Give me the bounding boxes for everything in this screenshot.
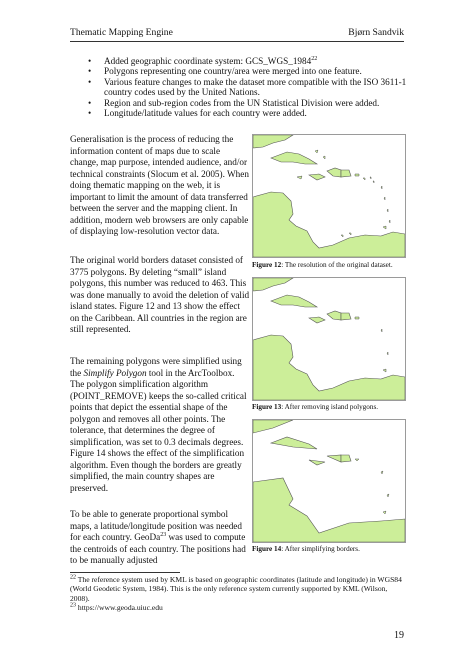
figure-13-caption: Figure 13: After removing island polygons. — [252, 403, 379, 411]
header-title: Thematic Mapping Engine — [70, 27, 173, 38]
bullet-icon: • — [88, 108, 92, 119]
figure-14-map — [252, 419, 406, 543]
header-rule — [70, 41, 404, 42]
list-item: • Polygons representing one country/area were merged into one feature. — [88, 66, 362, 77]
footnote-link[interactable]: https://www.geoda.uiuc.edu — [76, 603, 163, 613]
footnote-ref[interactable]: 22 — [311, 55, 318, 62]
paragraph-centroids: To be able to generate proportional symbol maps, a latitude/longitude position was needed for each country. GeoDa$^{23}$ was used to compute the centroids of each country. The positions had to be manually adjusted — [70, 509, 246, 565]
footnote: $^{23}$ https://www.geoda.uiuc.edu — [70, 602, 163, 613]
page-number: 19 — [394, 630, 404, 641]
footnotes — [70, 575, 404, 613]
header-author: Bjørn Sandvik — [348, 27, 404, 38]
footnote-ref[interactable]: 23 — [160, 531, 167, 538]
footnote: $^{22}$ The reference system used by KML is based on geographic coordinates (latitude and longitude) in WGS84 (World Geodetic System, 1984). This is the only reference system currently supported by KML (Wilson, 2008). — [70, 574, 402, 603]
bullet-icon: • — [88, 97, 92, 108]
paragraph-original-dataset: The original world borders dataset consisted of 3775 polygons. By deleting “small” island polygons, this number was reduced to 463. This was done manually to avoid the deletion of valid island states. Figure 12 and 13 show the effect on the Caribbean. All countries in the region are still represented. — [70, 255, 250, 334]
list-item: • Added geographic coordinate system: GCS_WGS_1984$^{22}$ — [88, 55, 318, 66]
change-list — [88, 56, 408, 118]
caribbean-map-original — [253, 135, 405, 257]
figure-13-map — [252, 277, 406, 401]
caribbean-map-islands-removed — [253, 278, 405, 400]
list-item: • Longitude/latitude values for each country were added. — [88, 108, 307, 119]
figure-12-map — [252, 134, 406, 258]
figure-12-caption: Figure 12: The resolution of the original dataset. — [252, 261, 393, 269]
bullet-icon: • — [88, 76, 92, 87]
bullet-icon: • — [88, 66, 92, 77]
bullet-icon: • — [88, 56, 92, 66]
paragraph-generalisation: Generalisation is the process of reducing the information content of maps due to scale change, map purpose, intended audience, and/or technical constraints (Slocum et al. 2005). When doing thematic mapping on the web, it is important to limit the amount of data transferred between the server and the mapping client. In addition, modern web browsers are only capable of displaying low-resolution vector data. — [70, 134, 249, 236]
paragraph-simplification: The remaining polygons were simplified using the Simplify Polygon tool in the ArcToolbox. The polygon simplification algorithm (POINT_REMOVE) keeps the so-called critical points that depict the essential shape of the polygon and removes all other points. The tolerance, that determines the degree of simplification, was set to 0.3 decimals degrees. Figure 14 shows the effect of the simplification algorithm. Even though the borders are greatly simplified, the main country shapes are preserved. — [70, 356, 247, 493]
footnote-rule — [70, 572, 180, 573]
caribbean-map-simplified — [253, 420, 405, 542]
running-header — [70, 27, 404, 41]
list-item: • Various feature changes to make the dataset more compatible with the ISO 3611-1 country codes used by the United Nations. — [88, 76, 407, 98]
list-item: • Region and sub-region codes from the UN Statistical Division were added. — [88, 97, 380, 108]
figure-14-caption: Figure 14: After simplifying borders. — [252, 545, 360, 553]
